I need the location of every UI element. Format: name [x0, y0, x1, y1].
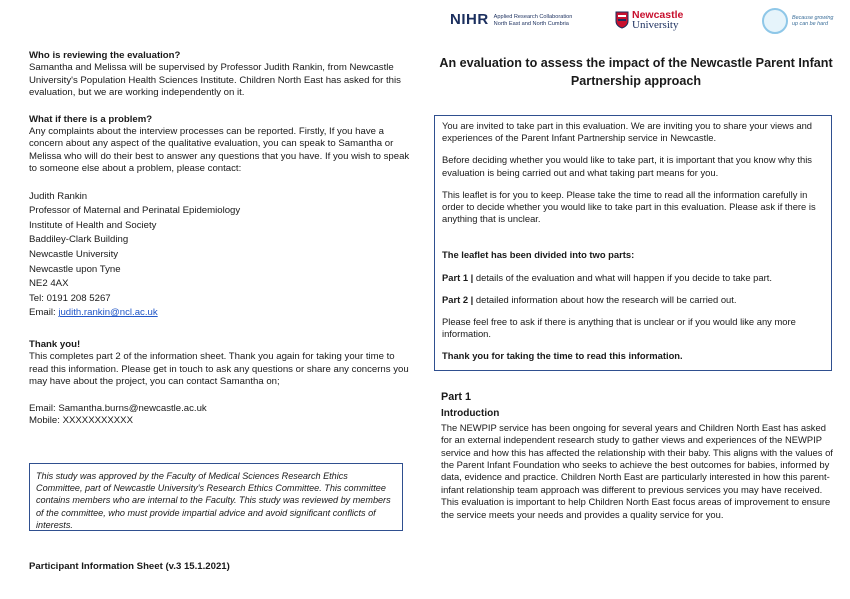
intro-p4: Please feel free to ask if there is anything that is unclear or if you would like any more information.	[442, 316, 796, 340]
intro-p2: Before deciding whether you would like to take part, it is important that you know why this evaluation is being carried out and what taking part means for you.	[442, 154, 812, 178]
intro-box	[434, 115, 832, 371]
ethics-notice: This study was approved by the Faculty of Medical Sciences Research Ethics Committee, part of Newcastle University's Research Ethics Committee. This committee contains members who are internal to the Faculty. This study was reviewed by members of the committee, who must provide impartial advice and avoid significant conflicts of interests.	[29, 463, 403, 531]
part2-text: detailed information about how the research will be carried out.	[473, 293, 737, 305]
email-label: Email:	[29, 307, 59, 319]
newcastle-university-logo	[615, 10, 683, 30]
thanks-body: This completes part 2 of the information sheet. Thank you again for taking your time to read this information. Please get in touch to ask any questions or share any concerns you may have about the project, you can contact Samantha on;	[29, 351, 409, 388]
contact-line: Institute of Health and Society	[29, 219, 157, 231]
contact-line: NE2 4AX	[29, 278, 69, 290]
cne-circle-icon	[762, 8, 788, 34]
who-heading: Who is reviewing the evaluation?	[29, 50, 181, 61]
problem-heading: What if there is a problem?	[29, 113, 153, 125]
nihr-subtitle-line: North East and North Cumbria	[493, 20, 569, 27]
part1-text: details of the evaluation and what will happen if you decide to take part.	[473, 271, 772, 283]
thanks-heading: Thank you!	[29, 339, 81, 350]
part1-heading: Part 1	[441, 391, 472, 403]
contact-line: Newcastle upon Tyne	[29, 263, 121, 275]
spacer	[442, 235, 824, 249]
nihr-logo	[450, 11, 573, 29]
thanks-section	[29, 339, 414, 389]
part2-label: Part 2 |	[442, 293, 474, 305]
part1-summary	[442, 272, 824, 284]
intro-p1: You are invited to take part in this evaluation. We are inviting you to share your views and experiences of the Parent Infant Partnership service in Newcastle.	[442, 120, 813, 144]
shield-icon	[615, 11, 629, 29]
cne-tagline	[792, 15, 833, 27]
introduction-heading: Introduction	[441, 408, 500, 420]
samantha-email: Email: Samantha.burns@newcastle.ac.uk	[29, 402, 207, 414]
intro-p3: This leaflet is for you to keep. Please take the time to read all the information carefully in order to decide whether you would like to take part in this evaluation. Please ask if there is anything that is unclear.	[442, 188, 816, 225]
contact-address	[29, 190, 414, 321]
cne-tagline-line: up can be hard	[792, 21, 828, 27]
part1-section	[441, 391, 836, 521]
contact-line: Newcastle University	[29, 249, 119, 261]
nihr-subtitle-line: Applied Research Collaboration	[493, 14, 573, 20]
left-column	[29, 50, 414, 427]
part2-summary	[442, 294, 824, 306]
samantha-contact	[29, 403, 414, 428]
nihr-subtitle	[494, 14, 573, 27]
divided-heading: The leaflet has been divided into two parts:	[442, 249, 635, 261]
nihr-wordmark: NIHR	[450, 11, 489, 29]
contact-line: Tel: 0191 208 5267	[29, 292, 111, 304]
contact-line: Professor of Maternal and Perinatal Epidemiology	[29, 205, 241, 217]
contact-line: Baddiley-Clark Building	[29, 234, 129, 246]
who-body: Samantha and Melissa will be supervised by Professor Judith Rankin, from Newcastle University's Population Health Sciences Institute. Children North East has asked for this evaluation, but we are working independently on it.	[29, 62, 401, 99]
email-link[interactable]: judith.rankin@ncl.ac.uk	[58, 307, 158, 319]
document-footer: Participant Information Sheet (v.3 15.1.2021)	[29, 561, 230, 572]
ncl-line: University	[632, 19, 679, 31]
cne-tagline-line: Because growing	[792, 14, 834, 21]
part1-label: Part 1 |	[442, 271, 474, 283]
who-section	[29, 50, 414, 100]
problem-body: Any complaints about the interview processes can be reported. Firstly, If you have a concern about any aspect of the qualitative evaluation, you can speak to Samantha or Melissa who will do their best to answer any questions that you have. If you wish to speak to someone else about a problem, please contact:	[29, 126, 410, 175]
ncl-line: Newcastle	[632, 9, 684, 21]
problem-section	[29, 114, 414, 176]
samantha-mobile: Mobile: XXXXXXXXXXX	[29, 415, 133, 427]
contact-line: Judith Rankin	[29, 190, 88, 202]
newcastle-wordmark	[632, 10, 683, 30]
children-north-east-logo	[762, 8, 833, 34]
introduction-body: The NEWPIP service has been ongoing for several years and Children North East has asked for an external independent research study to gather views and experiences of the NEWPIP service and how this has affected the relationship with their baby. This aligns with the values of the Parent Infant Foundation who seeks to achieve the best outcomes for babies, informed by data, evidence and practice. Children North East are particularly interested in how this parent-infant relationship team approach was different to previous services you may have received. This evaluation is important to help Children North East focus areas of improvement to ensure the service meets your needs and provides a quality service for you.	[441, 421, 833, 520]
contact-email-line	[29, 306, 414, 321]
intro-thanks: Thank you for taking the time to read this information.	[442, 350, 683, 362]
logo-bar	[450, 8, 845, 40]
page-title: An evaluation to assess the impact of the Newcastle Parent Infant Partnership approach	[439, 56, 833, 88]
